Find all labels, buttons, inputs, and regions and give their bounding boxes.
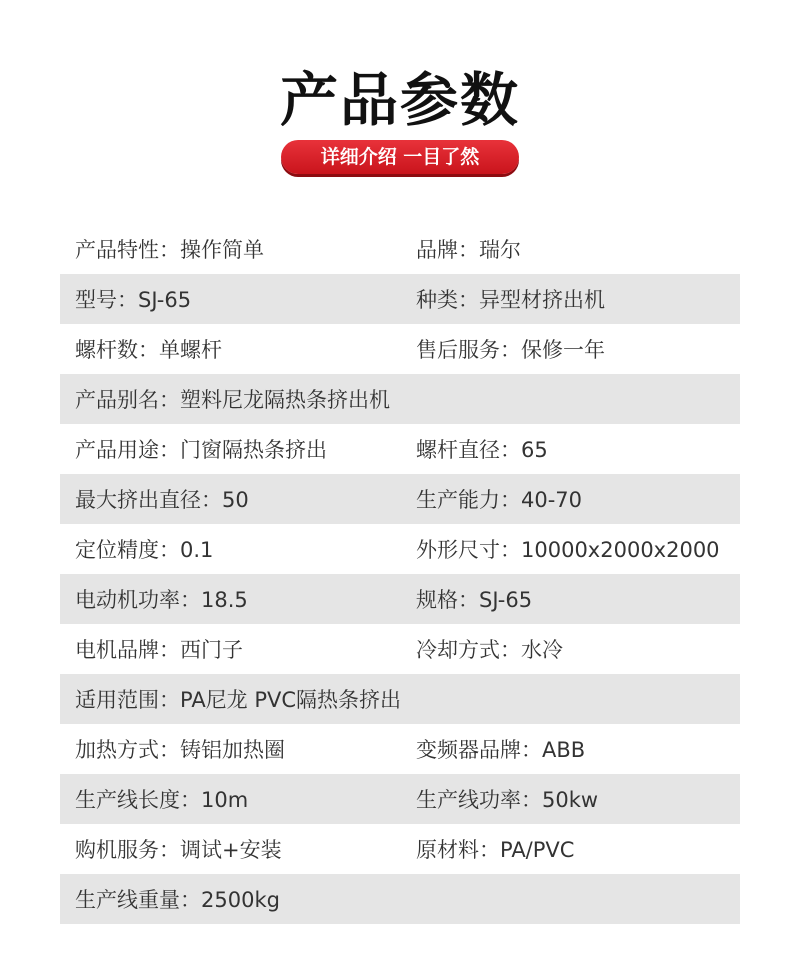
spec-cell: 冷却方式：水冷 (416, 638, 563, 662)
spec-row (60, 674, 740, 724)
spec-cell: 加热方式：铸铝加热圈 (75, 738, 285, 762)
spec-row (60, 274, 740, 324)
spec-cell: 生产线功率：50kw (416, 788, 599, 812)
spec-cell: 最大挤出直径：50 (75, 488, 249, 512)
spec-cell: 型号：SJ-65 (75, 288, 192, 312)
spec-row (60, 824, 740, 874)
spec-cell: 外形尺寸：10000x2000x2000 (416, 538, 720, 562)
subtitle-badge: 详细介绍 一目了然 (281, 140, 519, 174)
spec-cell: 电机品牌：西门子 (75, 638, 243, 662)
spec-row (60, 574, 740, 624)
spec-cell: 规格：SJ-65 (416, 588, 533, 612)
spec-cell: 产品用途：门窗隔热条挤出 (75, 438, 327, 462)
spec-cell: 生产能力：40-70 (416, 488, 583, 512)
spec-cell: 品牌：瑞尔 (416, 238, 521, 262)
spec-row (60, 474, 740, 524)
page-title: 产品参数 (279, 66, 520, 134)
spec-row (60, 624, 740, 674)
spec-row (60, 224, 740, 274)
spec-row (60, 524, 740, 574)
spec-cell: 产品别名：塑料尼龙隔热条挤出机 (75, 388, 390, 412)
spec-cell: 螺杆数：单螺杆 (75, 338, 222, 362)
spec-cell: 生产线长度：10m (75, 788, 249, 812)
spec-cell: 变频器品牌：ABB (416, 738, 586, 762)
spec-row (60, 374, 740, 424)
spec-cell: 螺杆直径：65 (416, 438, 548, 462)
spec-table (60, 224, 740, 924)
spec-row (60, 774, 740, 824)
spec-cell: 定位精度：0.1 (75, 538, 214, 562)
spec-row (60, 424, 740, 474)
spec-cell: 电动机功率：18.5 (75, 588, 248, 612)
spec-cell: 产品特性：操作简单 (75, 238, 264, 262)
spec-cell: 适用范围：PA尼龙 PVC隔热条挤出 (75, 688, 402, 712)
spec-cell: 生产线重量：2500kg (75, 888, 280, 912)
spec-cell: 购机服务：调试+安装 (75, 838, 282, 862)
spec-cell: 原材料：PA/PVC (416, 838, 575, 862)
spec-cell: 售后服务：保修一年 (416, 338, 605, 362)
spec-row (60, 324, 740, 374)
spec-cell: 种类：异型材挤出机 (416, 288, 605, 312)
spec-row (60, 724, 740, 774)
spec-row (60, 874, 740, 924)
